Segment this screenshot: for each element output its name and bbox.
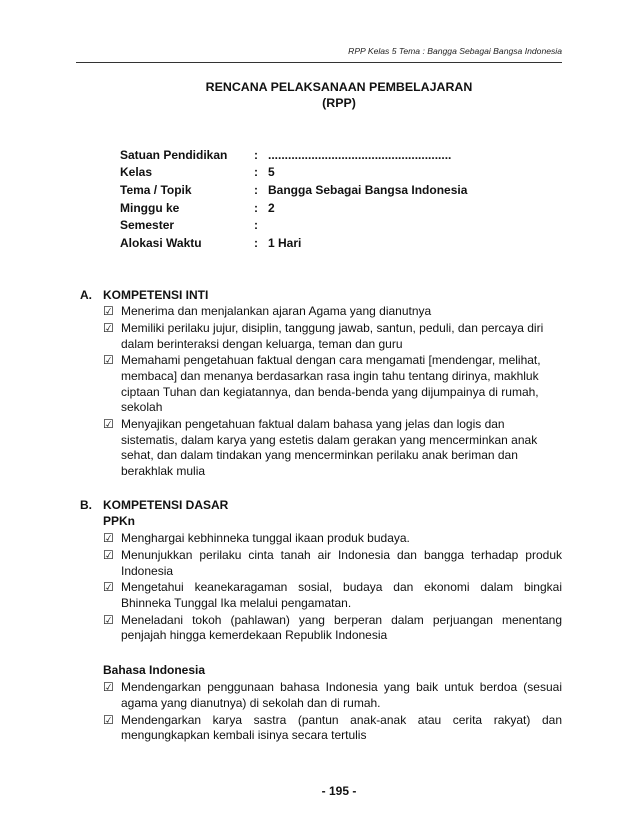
checkbox-checked-icon: ☑ xyxy=(103,320,114,335)
identity-label: Tema / Topik xyxy=(120,182,192,197)
identity-label: Satuan Pendidikan xyxy=(120,147,228,162)
section-heading xyxy=(80,496,562,513)
identity-value: Bangga Sebagai Bangsa Indonesia xyxy=(268,182,468,197)
list-item xyxy=(103,321,562,352)
identity-row xyxy=(120,199,467,217)
title-line-2: (RPP) xyxy=(322,96,356,110)
list-item-text: Mengetahui keanekaragaman sosial, budaya dan ekonomi dalam bingkai Bhinneka Tunggal Ika melalui pengamatan. xyxy=(121,580,562,610)
page-number: - 195 - xyxy=(321,784,357,798)
identity-row xyxy=(120,146,467,164)
list-item-text: Meneladani tokoh (pahlawan) yang berperan dalam perjuangan menentang penjajah hingga kemerdekaan Republik Indonesia xyxy=(121,612,562,643)
list-item xyxy=(103,680,562,711)
checkbox-checked-icon: ☑ xyxy=(103,712,114,727)
list-item-text: Memahami pengetahuan faktual dengan cara mengamati [mendengar, melihat, membaca] dan menanya berdasarkan rasa ingin tahu tentang dirinya, makhluk ciptaan Tuhan dan kegiatannya, dan benda-benda yang dijumpainya di rumah, sekolah xyxy=(121,353,541,415)
checkbox-checked-icon: ☑ xyxy=(103,416,114,431)
identity-value: ....................................................... xyxy=(268,147,452,162)
list-item-text: Menyajikan pengetahuan faktual dalam bahasa yang jelas dan logis dan sistematis, dalam karya yang estetis dalam gerakan yang mencerminkan anak sehat, dan dalam tindakan yang mencerminkan perilaku anak beriman dan berakhlak mulia xyxy=(121,416,538,478)
running-header: RPP Kelas 5 Tema : Bangga Sebagai Bangsa Indonesia xyxy=(348,46,562,56)
identity-label: Minggu ke xyxy=(120,200,180,215)
checkbox-checked-icon: ☑ xyxy=(103,580,114,595)
list-item xyxy=(103,353,562,415)
title-line-1: RENCANA PELAKSANAAN PEMBELAJARAN xyxy=(205,80,473,94)
identity-value: 5 xyxy=(268,165,275,180)
list-item xyxy=(103,580,562,611)
identity-label: Alokasi Waktu xyxy=(120,235,202,250)
identity-value: 2 xyxy=(268,200,275,215)
header-divider xyxy=(76,62,562,63)
identity-label: Kelas xyxy=(120,165,153,180)
section-kompetensi-inti xyxy=(80,286,562,479)
identity-label: Semester xyxy=(120,218,175,233)
list-item-text: Memiliki perilaku jujur, disiplin, tanggung jawab, santun, peduli, dan percaya diri dalam berinteraksi dengan keluarga, teman dan guru xyxy=(121,320,544,351)
checkbox-checked-icon: ☑ xyxy=(103,531,114,546)
identity-colon: : xyxy=(254,200,258,215)
identity-row xyxy=(120,216,467,234)
identity-colon: : xyxy=(254,182,258,197)
section-heading xyxy=(80,286,562,303)
identity-colon: : xyxy=(254,165,258,180)
checkbox-checked-icon: ☑ xyxy=(103,680,114,695)
identity-row xyxy=(120,164,467,182)
list-item-text: Mendengarkan karya sastra (pantun anak-anak atau cerita rakyat) dan mengungkapkan kembali isinya secara tertulis xyxy=(121,712,562,743)
section-title: KOMPETENSI INTI xyxy=(103,287,209,302)
list-item xyxy=(103,304,562,320)
list-item xyxy=(103,613,562,644)
identity-row xyxy=(120,234,467,252)
subheading-ppkn: PPKn xyxy=(103,514,136,528)
section-letter: B. xyxy=(80,497,92,512)
checkbox-checked-icon: ☑ xyxy=(103,612,114,627)
identity-colon: : xyxy=(254,147,258,162)
identity-row xyxy=(120,181,467,199)
list-item xyxy=(103,713,562,744)
document-title xyxy=(0,79,638,111)
identity-colon: : xyxy=(254,235,258,250)
checkbox-checked-icon: ☑ xyxy=(103,547,114,562)
list-item-text: Menunjukkan perilaku cinta tanah air Indonesia dan bangga terhadap produk Indonesia xyxy=(121,547,562,578)
identity-colon: : xyxy=(254,218,258,233)
subheading-bahasa-indonesia: Bahasa Indonesia xyxy=(103,663,206,677)
section-title: KOMPETENSI DASAR xyxy=(103,497,229,512)
list-item xyxy=(103,417,562,479)
list-item xyxy=(103,531,562,547)
section-kompetensi-dasar xyxy=(80,496,562,644)
checkbox-checked-icon: ☑ xyxy=(103,304,114,319)
identity-value: 1 Hari xyxy=(268,235,302,250)
list-item-text: Menerima dan menjalankan ajaran Agama yang dianutnya xyxy=(121,304,432,319)
identity-table xyxy=(120,146,467,252)
checkbox-checked-icon: ☑ xyxy=(103,353,114,368)
list-item-text: Menghargai kebhinneka tunggal ikaan produk budaya. xyxy=(121,531,410,546)
subsection-bahasa-indonesia xyxy=(80,662,562,744)
list-item-text: Mendengarkan penggunaan bahasa Indonesia yang baik untuk berdoa (sesuai agama yang dianutnya) di sekolah dan di rumah. xyxy=(121,680,562,710)
section-letter: A. xyxy=(80,287,92,302)
list-item xyxy=(103,548,562,579)
